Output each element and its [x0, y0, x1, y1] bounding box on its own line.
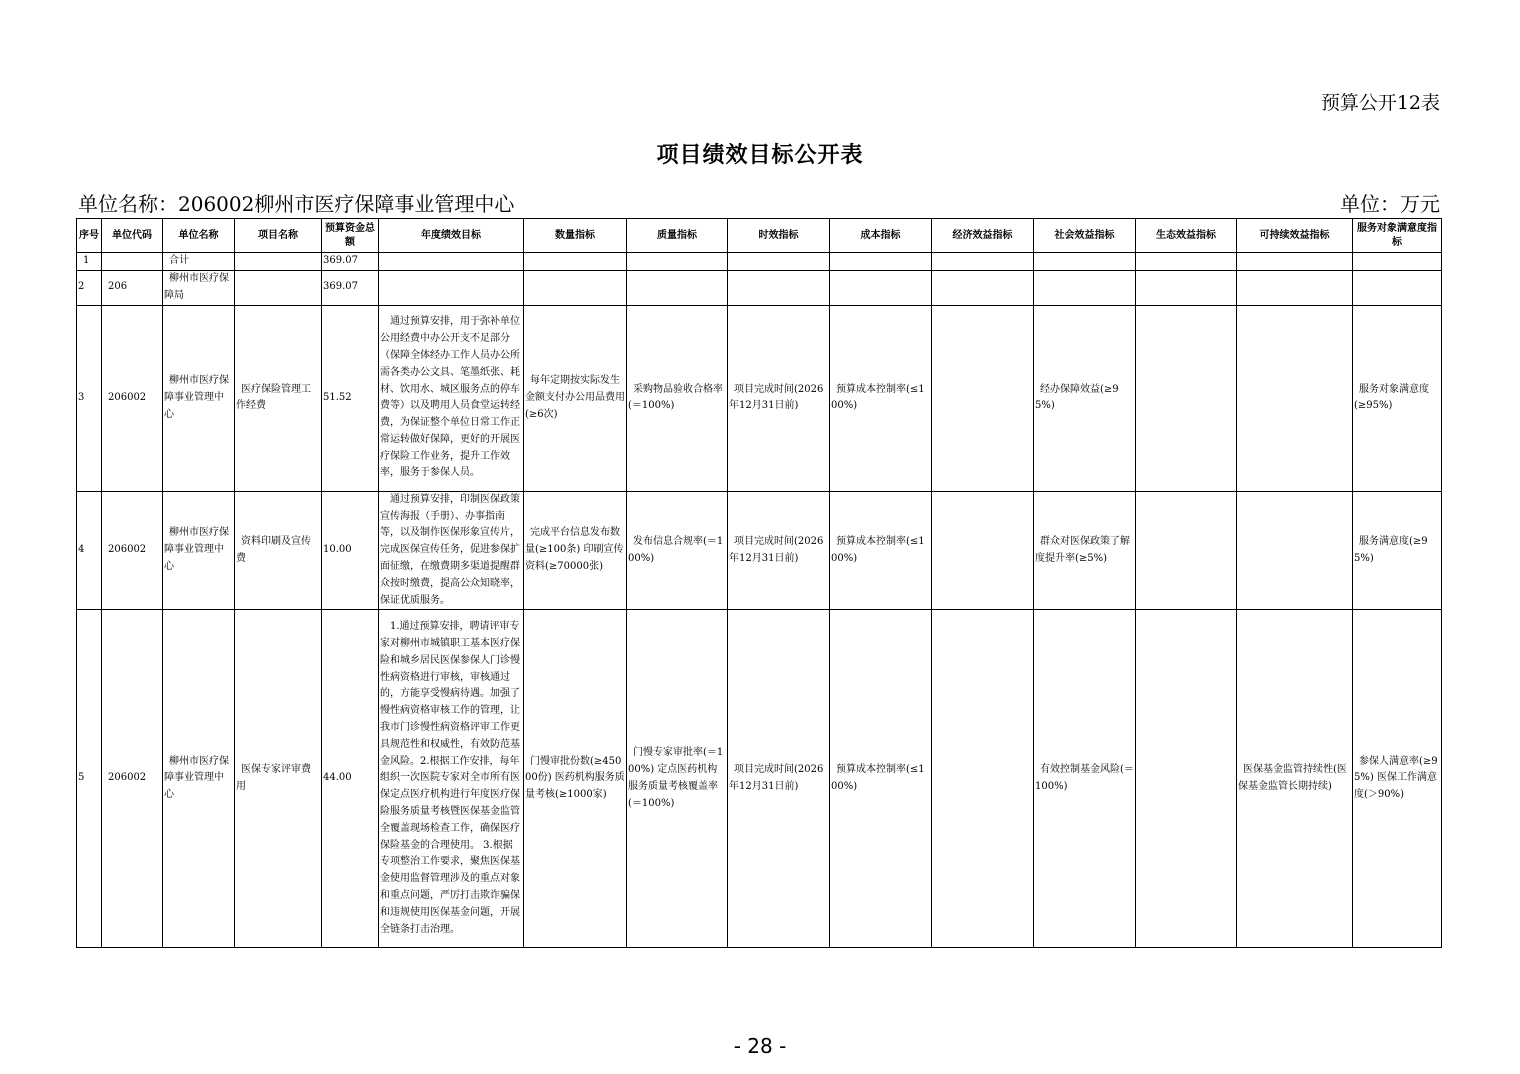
cell-cost	[830, 253, 932, 271]
header-no: 序号	[77, 219, 102, 253]
header-ecological: 生态效益指标	[1136, 219, 1237, 253]
cell-code: 206002	[102, 610, 163, 948]
cell-unit: 合计	[163, 253, 235, 271]
cell-social: 经办保障效益(≥95%)	[1034, 305, 1136, 491]
unit-name: 单位名称：206002柳州市医疗保障事业管理中心	[78, 192, 515, 216]
header-project-name: 项目名称	[235, 219, 322, 253]
cell-economic	[932, 491, 1034, 610]
page-number: - 28 -	[733, 1034, 787, 1058]
header-social: 社会效益指标	[1034, 219, 1136, 253]
cell-time: 项目完成时间(2026年12月31日前)	[728, 491, 830, 610]
cell-quantity	[524, 253, 627, 271]
cell-no: 1	[77, 253, 102, 271]
header-unit-code: 单位代码	[102, 219, 163, 253]
header-quantity: 数量指标	[524, 219, 627, 253]
cell-social	[1034, 270, 1136, 305]
cell-quantity: 门慢审批份数(≥45000份) 医药机构服务质量考核(≥1000家)	[524, 610, 627, 948]
cell-economic	[932, 253, 1034, 271]
cell-quality: 发布信息合规率(＝100%)	[627, 491, 728, 610]
cell-satisfaction: 参保人满意率(≥95%) 医保工作满意度(＞90%)	[1353, 610, 1442, 948]
cell-quantity	[524, 270, 627, 305]
cell-sustainable	[1237, 305, 1353, 491]
cell-ecological	[1136, 305, 1237, 491]
cell-budget: 51.52	[322, 305, 379, 491]
cell-cost: 预算成本控制率(≤100%)	[830, 610, 932, 948]
table-header-row	[77, 219, 1442, 253]
cell-code: 206002	[102, 305, 163, 491]
cell-budget: 369.07	[322, 253, 379, 271]
cell-social: 有效控制基金风险(＝100%)	[1034, 610, 1136, 948]
cell-time	[728, 270, 830, 305]
cell-budget: 369.07	[322, 270, 379, 305]
table-row	[77, 270, 1442, 305]
cell-time: 项目完成时间(2026年12月31日前)	[728, 305, 830, 491]
cell-quantity: 完成平台信息发布数量(≥100条) 印刷宣传资料(≥70000张)	[524, 491, 627, 610]
cell-social	[1034, 253, 1136, 271]
table-row	[77, 491, 1442, 610]
cell-code: 206002	[102, 491, 163, 610]
table-row	[77, 305, 1442, 491]
cell-satisfaction: 服务满意度(≥95%)	[1353, 491, 1442, 610]
header-economic: 经济效益指标	[932, 219, 1034, 253]
cell-sustainable	[1237, 491, 1353, 610]
cell-goal	[379, 270, 524, 305]
table-row	[77, 610, 1442, 948]
cell-goal	[379, 253, 524, 271]
cell-ecological	[1136, 610, 1237, 948]
header-timeliness: 时效指标	[728, 219, 830, 253]
table-row	[77, 253, 1442, 271]
cell-goal: 通过预算安排，用于弥补单位公用经费中办公开支不足部分（保障全体经办工作人员办公所需各类办公文具、笔墨纸张、耗材、饮用水、城区服务点的停车费等）以及聘用人员食堂运转经费，为保证整个单位日常工作正常运转做好保障，更好的开展医疗保险工作业务，提升工作效率，服务于参保人员。	[379, 305, 524, 491]
cell-quantity: 每年定期按实际发生金额支付办公用品费用(≥6次)	[524, 305, 627, 491]
currency-unit: 单位：万元	[1340, 192, 1440, 216]
header-quality: 质量指标	[627, 219, 728, 253]
cell-ecological	[1136, 253, 1237, 271]
cell-sustainable	[1237, 253, 1353, 271]
cell-ecological	[1136, 270, 1237, 305]
cell-time: 项目完成时间(2026年12月31日前)	[728, 610, 830, 948]
header-budget: 预算资金总额	[322, 219, 379, 253]
cell-sustainable: 医保基金监管持续性(医保基金监管长期持续)	[1237, 610, 1353, 948]
cell-no: 2	[77, 270, 102, 305]
cell-ecological	[1136, 491, 1237, 610]
header-annual-goal: 年度绩效目标	[379, 219, 524, 253]
cell-economic	[932, 305, 1034, 491]
cell-unit: 柳州市医疗保障事业管理中心	[163, 305, 235, 491]
cell-quality: 门慢专家审批率(＝100%) 定点医药机构服务质量考核覆盖率(＝100%)	[627, 610, 728, 948]
page-title: 项目绩效目标公开表	[656, 143, 864, 168]
cell-cost: 预算成本控制率(≤100%)	[830, 491, 932, 610]
cell-social: 群众对医保政策了解度提升率(≥5%)	[1034, 491, 1136, 610]
header-cost: 成本指标	[830, 219, 932, 253]
cell-quality	[627, 270, 728, 305]
cell-quality	[627, 253, 728, 271]
cell-unit: 柳州市医疗保障事业管理中心	[163, 610, 235, 948]
cell-quality: 采购物品验收合格率(＝100%)	[627, 305, 728, 491]
cell-budget: 10.00	[322, 491, 379, 610]
performance-table	[76, 218, 1442, 948]
cell-unit: 柳州市医疗保障事业管理中心	[163, 491, 235, 610]
header-unit-name: 单位名称	[163, 219, 235, 253]
cell-satisfaction: 服务对象满意度(≥95%)	[1353, 305, 1442, 491]
cell-economic	[932, 270, 1034, 305]
cell-code: 206	[102, 270, 163, 305]
cell-satisfaction	[1353, 253, 1442, 271]
header-satisfaction: 服务对象满意度指标	[1353, 219, 1442, 253]
cell-budget: 44.00	[322, 610, 379, 948]
cell-no: 5	[77, 610, 102, 948]
cell-project	[235, 253, 322, 271]
cell-cost: 预算成本控制率(≤100%)	[830, 305, 932, 491]
cell-goal: 1.通过预算安排，聘请评审专家对柳州市城镇职工基本医疗保险和城乡居民医保参保人门诊慢性病资格进行审核，审核通过的，方能享受慢病待遇。加强了慢性病资格审核工作的管理，让我市门诊慢性病资格评审工作更具规范性和权威性，有效防范基金风险。2.根据工作安排，每年组织一次医院专家对全市所有医保定点医疗机构进行年度医疗保险服务质量考核暨医保基金监管全覆盖现场检查工作，确保医疗保险基金的合理使用。 3.根据专项整治工作要求，聚焦医保基金使用监督管理涉及的重点对象和重点问题，严厉打击欺诈骗保和违规使用医保基金问题，开展全链条打击治理。	[379, 610, 524, 948]
cell-project: 医疗保险管理工作经费	[235, 305, 322, 491]
cell-unit: 柳州市医疗保障局	[163, 270, 235, 305]
cell-project: 资料印刷及宣传费	[235, 491, 322, 610]
cell-project	[235, 270, 322, 305]
cell-project: 医保专家评审费用	[235, 610, 322, 948]
cell-no: 3	[77, 305, 102, 491]
cell-code	[102, 253, 163, 271]
cell-goal: 通过预算安排，印制医保政策宣传海报（手册）、办事指南等，以及制作医保形象宣传片，完成医保宣传任务，促进参保扩面征缴，在缴费期多渠道提醒群众按时缴费，提高公众知晓率，保证优质服务。	[379, 491, 524, 610]
table-number: 预算公开12表	[1320, 92, 1440, 114]
cell-time	[728, 253, 830, 271]
cell-satisfaction	[1353, 270, 1442, 305]
header-sustainable: 可持续效益指标	[1237, 219, 1353, 253]
cell-no: 4	[77, 491, 102, 610]
cell-economic	[932, 610, 1034, 948]
cell-sustainable	[1237, 270, 1353, 305]
cell-cost	[830, 270, 932, 305]
